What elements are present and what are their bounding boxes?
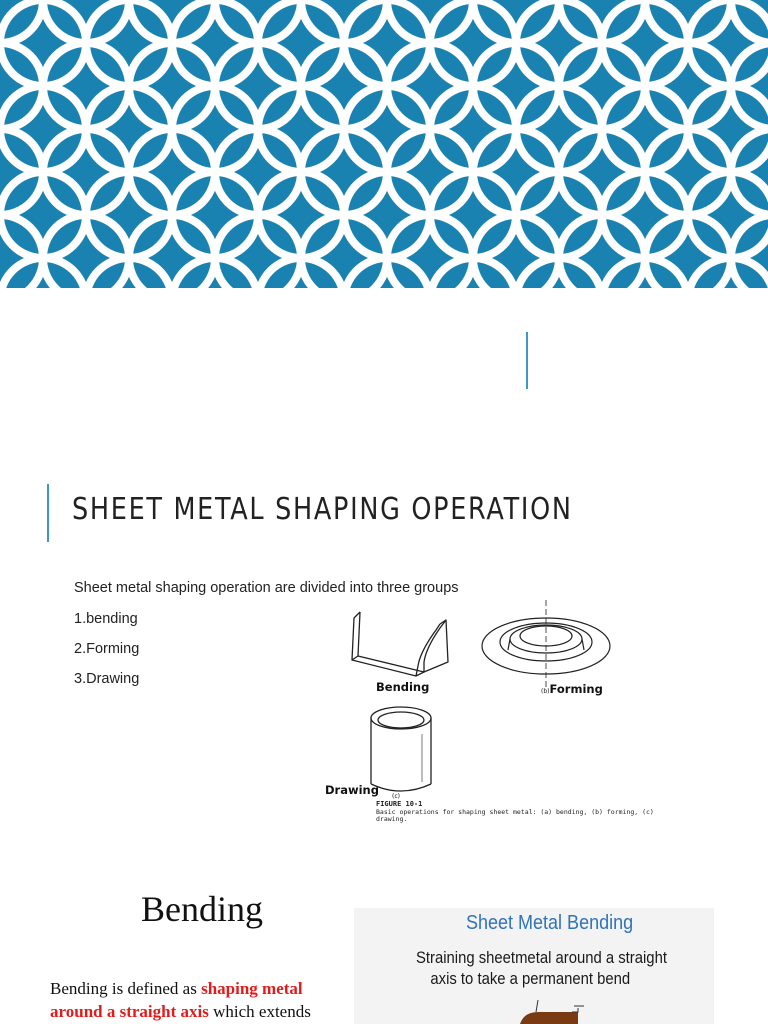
- figure-letter-c: (c): [392, 793, 400, 800]
- figure-label-bending: Bending: [376, 680, 430, 694]
- bent-sheet-illustration: [508, 998, 588, 1024]
- card-title: Sheet Metal Bending: [466, 912, 634, 934]
- caption-line: Basic operations for shaping sheet metal: (a) bending, (b) forming, (c): [376, 807, 654, 816]
- highlight-shaping-metal: shaping metal: [201, 979, 303, 998]
- list-item-bending: 1.bending: [74, 611, 138, 627]
- slide-title: SHEET METAL SHAPING OPERATION: [72, 492, 573, 527]
- figure-caption: [376, 801, 654, 824]
- figure-label-drawing: Drawing: [325, 783, 379, 797]
- bending-figure: [350, 608, 452, 684]
- figure-letter-b: (b): [541, 688, 550, 695]
- accent-line-title: [47, 484, 49, 542]
- highlight-straight-axis: around a straight axis: [50, 1002, 209, 1021]
- card-description: Straining sheetmetal around a straight axis to take a permanent bend: [416, 949, 667, 988]
- bending-definition: Bending is defined as shaping metal around a straight axis which extends: [50, 979, 311, 1021]
- caption-figure-number: FIGURE 10-1: [376, 800, 423, 808]
- caption-line: drawing.: [376, 815, 408, 823]
- accent-line-upper: [526, 332, 528, 389]
- list-item-forming: 2.Forming: [74, 641, 140, 657]
- header-banner: [0, 0, 768, 288]
- figure-label-forming: (b)Forming: [541, 682, 603, 696]
- forming-figure: [478, 600, 614, 692]
- circle-pattern: [0, 0, 768, 288]
- bending-heading: Bending: [141, 889, 263, 929]
- intro-text: Sheet metal shaping operation are divided into three groups: [74, 580, 459, 596]
- list-item-drawing: 3.Drawing: [74, 671, 140, 687]
